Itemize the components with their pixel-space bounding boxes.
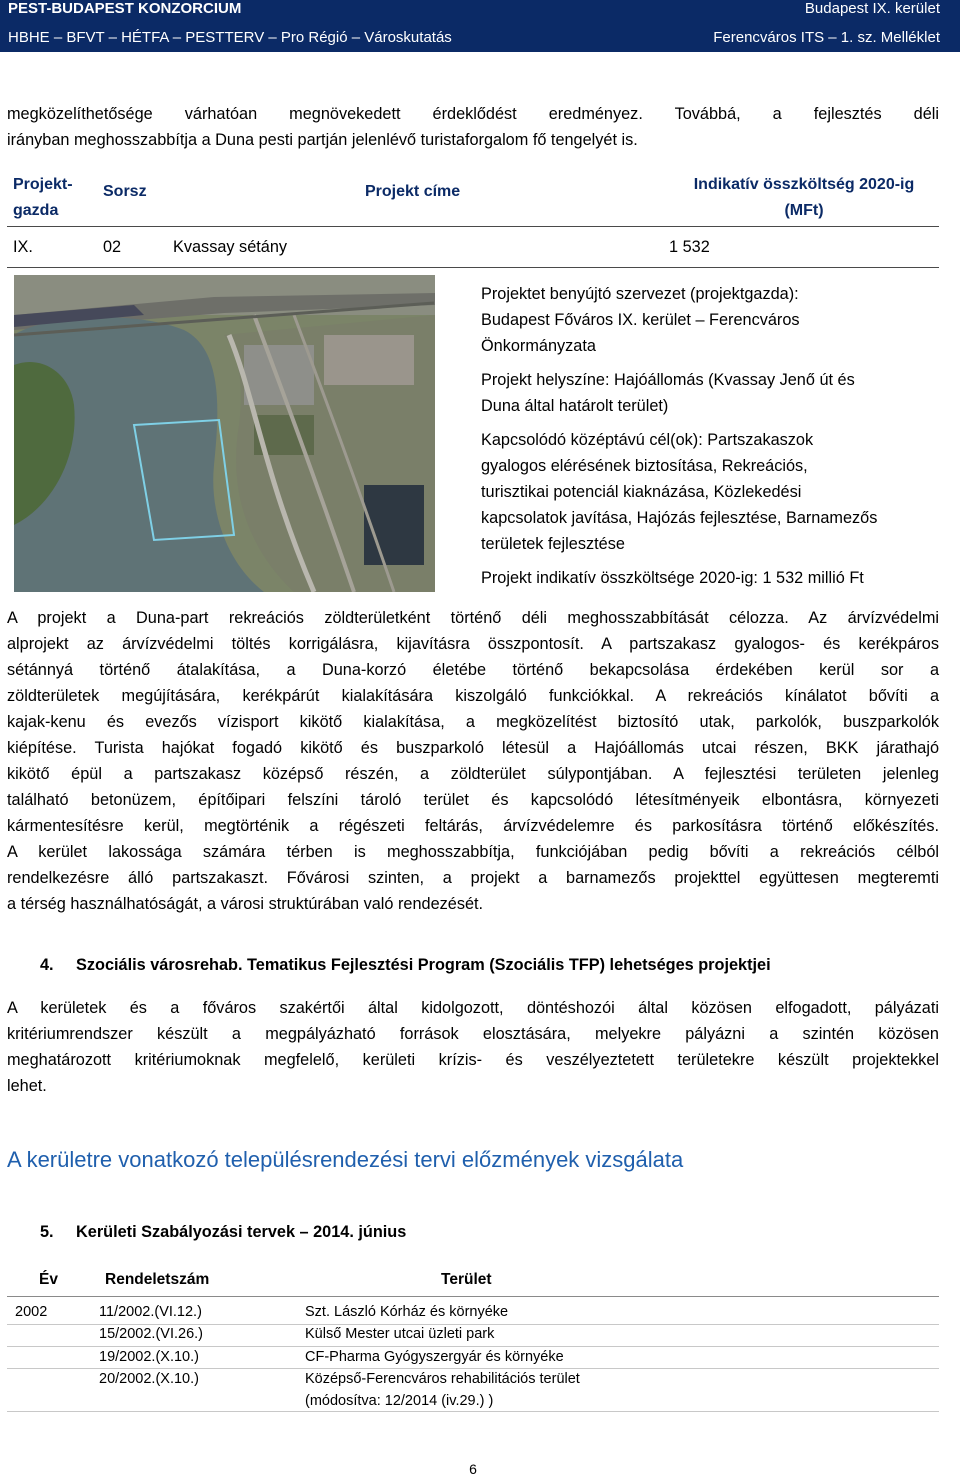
- detail-line: Kapcsolódó középtávú cél(ok): Partszakaszok: [481, 431, 814, 449]
- project-sorsz: 02: [103, 238, 122, 256]
- detail-line: Duna által határolt terület): [481, 397, 669, 415]
- project-cime: Kvassay sétány: [173, 238, 288, 256]
- project-gazda: IX.: [13, 238, 33, 256]
- project-koltseg: 1 532: [669, 238, 710, 256]
- intro-line: megközelíthetősége várhatóan megnövekedett érdeklődést eredményez. Továbbá, a fejlesztés déli: [7, 105, 939, 123]
- detail-cost: Projekt indikatív összköltsége 2020-ig: 1 532 millió Ft: [481, 569, 864, 587]
- project-table-header: [7, 170, 939, 224]
- header-org: PEST-BUDAPEST KONZORCIUM: [8, 0, 242, 17]
- col-header-rendelet: Rendeletszám: [105, 1271, 210, 1288]
- description-paragraph: A projekt a Duna-part rekreációs zöldterületként történő déli meghosszabbítását célozza. Az árvízvédelmi alprojekt az árvízvédelmi töltés korrigálásra, kijavításra összpontosít. A partszakasz gyalogos- és kerékpáros sétánnyá történő átalakítása, a Duna-korzó életébe történő bekapcsolása érdekében kerül sor a zöldterületek megújítására, kerékpárút kialakítására kiszolgáló funkciókkal. A rekreációs kínálatot bővíti a kajak-kenu és evezős vízisport kikötő kialakítása, a megközelítést biztosító utak, parkolók, buszparkolók kiépítése. Turista hajókat fogadó kikötő és buszparkoló létesül a Hajóállomás utcai részen, BKK járathajó kikötő épül a partszakasz középső részén, a zöldterület súlypontjában. A fejlesztési területen jelenleg található betonüzem, építőipari felszíni tároló terület és kapcsolódó létesítményeik elbontásra, környezeti kármentesítésre kerül, megtörténik a régészeti feltárás, árvízvédelemre és parkosításra történő előkészítés. A kerület lakossága számára térben is meghosszabbítja, funkciójában pedig bővíti a rekreációs célból rendelkezésre álló partszakaszt. Fővárosi szinten, a projekt a barnamezős projekttel együttesen megteremti a térség használhatóságát, a városi struktúrában való rendezését.: [7, 609, 939, 913]
- aerial-map-image: [14, 275, 435, 592]
- table-divider: [7, 226, 939, 227]
- section-4-number: 4.: [40, 956, 54, 974]
- header-doc: Ferencváros ITS – 1. sz. Melléklet: [713, 29, 940, 46]
- detail-line: kapcsolatok javítása, Hajózás fejlesztése, Barnamezős: [481, 509, 878, 527]
- detail-line: Önkormányzata: [481, 337, 596, 355]
- table-divider: [7, 1346, 939, 1347]
- table-divider: [7, 1411, 939, 1412]
- section-4-paragraph: A kerületek és a főváros szakértői által kidolgozott, döntéshozói által közösen elfogadott, pályázati kritériumrendszer készült a megpályázható források elosztására, melyekre pályázni a szintén közösen meghatározott kritériumoknak megfelelő, kerületi krízis- és veszélyeztetett területekre készült projektekkel lehet.: [7, 999, 939, 1095]
- col-header-sorsz: Sorsz: [103, 183, 147, 200]
- table-divider: [7, 1368, 939, 1369]
- col-header-cime: Projekt címe: [365, 183, 461, 200]
- project-details: [481, 281, 951, 591]
- section-4-title: Szociális városrehab. Tematikus Fejlesztési Program (Szociális TFP) lehetséges projektjei: [76, 956, 771, 974]
- table-divider: [7, 1296, 939, 1297]
- detail-line: gyalogos elérésének biztosítása, Rekreációs,: [481, 457, 808, 475]
- detail-line: Projekt helyszíne: Hajóállomás (Kvassay Jenő út és: [481, 371, 855, 389]
- header-partners: HBHE – BFVT – HÉTFA – PESTTERV – Pro Régió – Városkutatás: [8, 29, 452, 46]
- col-header-koltseg: Indikatív összköltség 2020-ig (MFt): [693, 176, 915, 219]
- detail-line: Projektet benyújtó szervezet (projektgazda):: [481, 285, 799, 303]
- detail-line: területek fejlesztése: [481, 535, 625, 553]
- detail-line: Budapest Főváros IX. kerület – Ferencváros: [481, 311, 800, 329]
- section-5-title: Kerületi Szabályozási tervek – 2014. június: [76, 1223, 407, 1241]
- col-header-terulet: Terület: [441, 1271, 492, 1288]
- page-number: 6: [469, 1461, 477, 1477]
- col-header-ev: Év: [39, 1271, 58, 1288]
- intro-line: irányban meghosszabbítja a Duna pesti partján jelenlévő turistaforgalom fő tengelyét is.: [7, 131, 638, 149]
- intro-paragraph: [7, 101, 939, 153]
- table-divider: [7, 267, 939, 268]
- header-district: Budapest IX. kerület: [804, 0, 940, 17]
- detail-line: turisztikai potenciál kiaknázása, Közlekedési: [481, 483, 802, 501]
- page-header: [0, 0, 960, 52]
- settlement-planning-heading: A kerületre vonatkozó településrendezési tervi előzmények vizsgálata: [7, 1147, 684, 1172]
- col-header-gazda: Projekt- gazda: [13, 176, 73, 219]
- table-divider: [7, 1324, 939, 1325]
- section-5-number: 5.: [40, 1223, 54, 1241]
